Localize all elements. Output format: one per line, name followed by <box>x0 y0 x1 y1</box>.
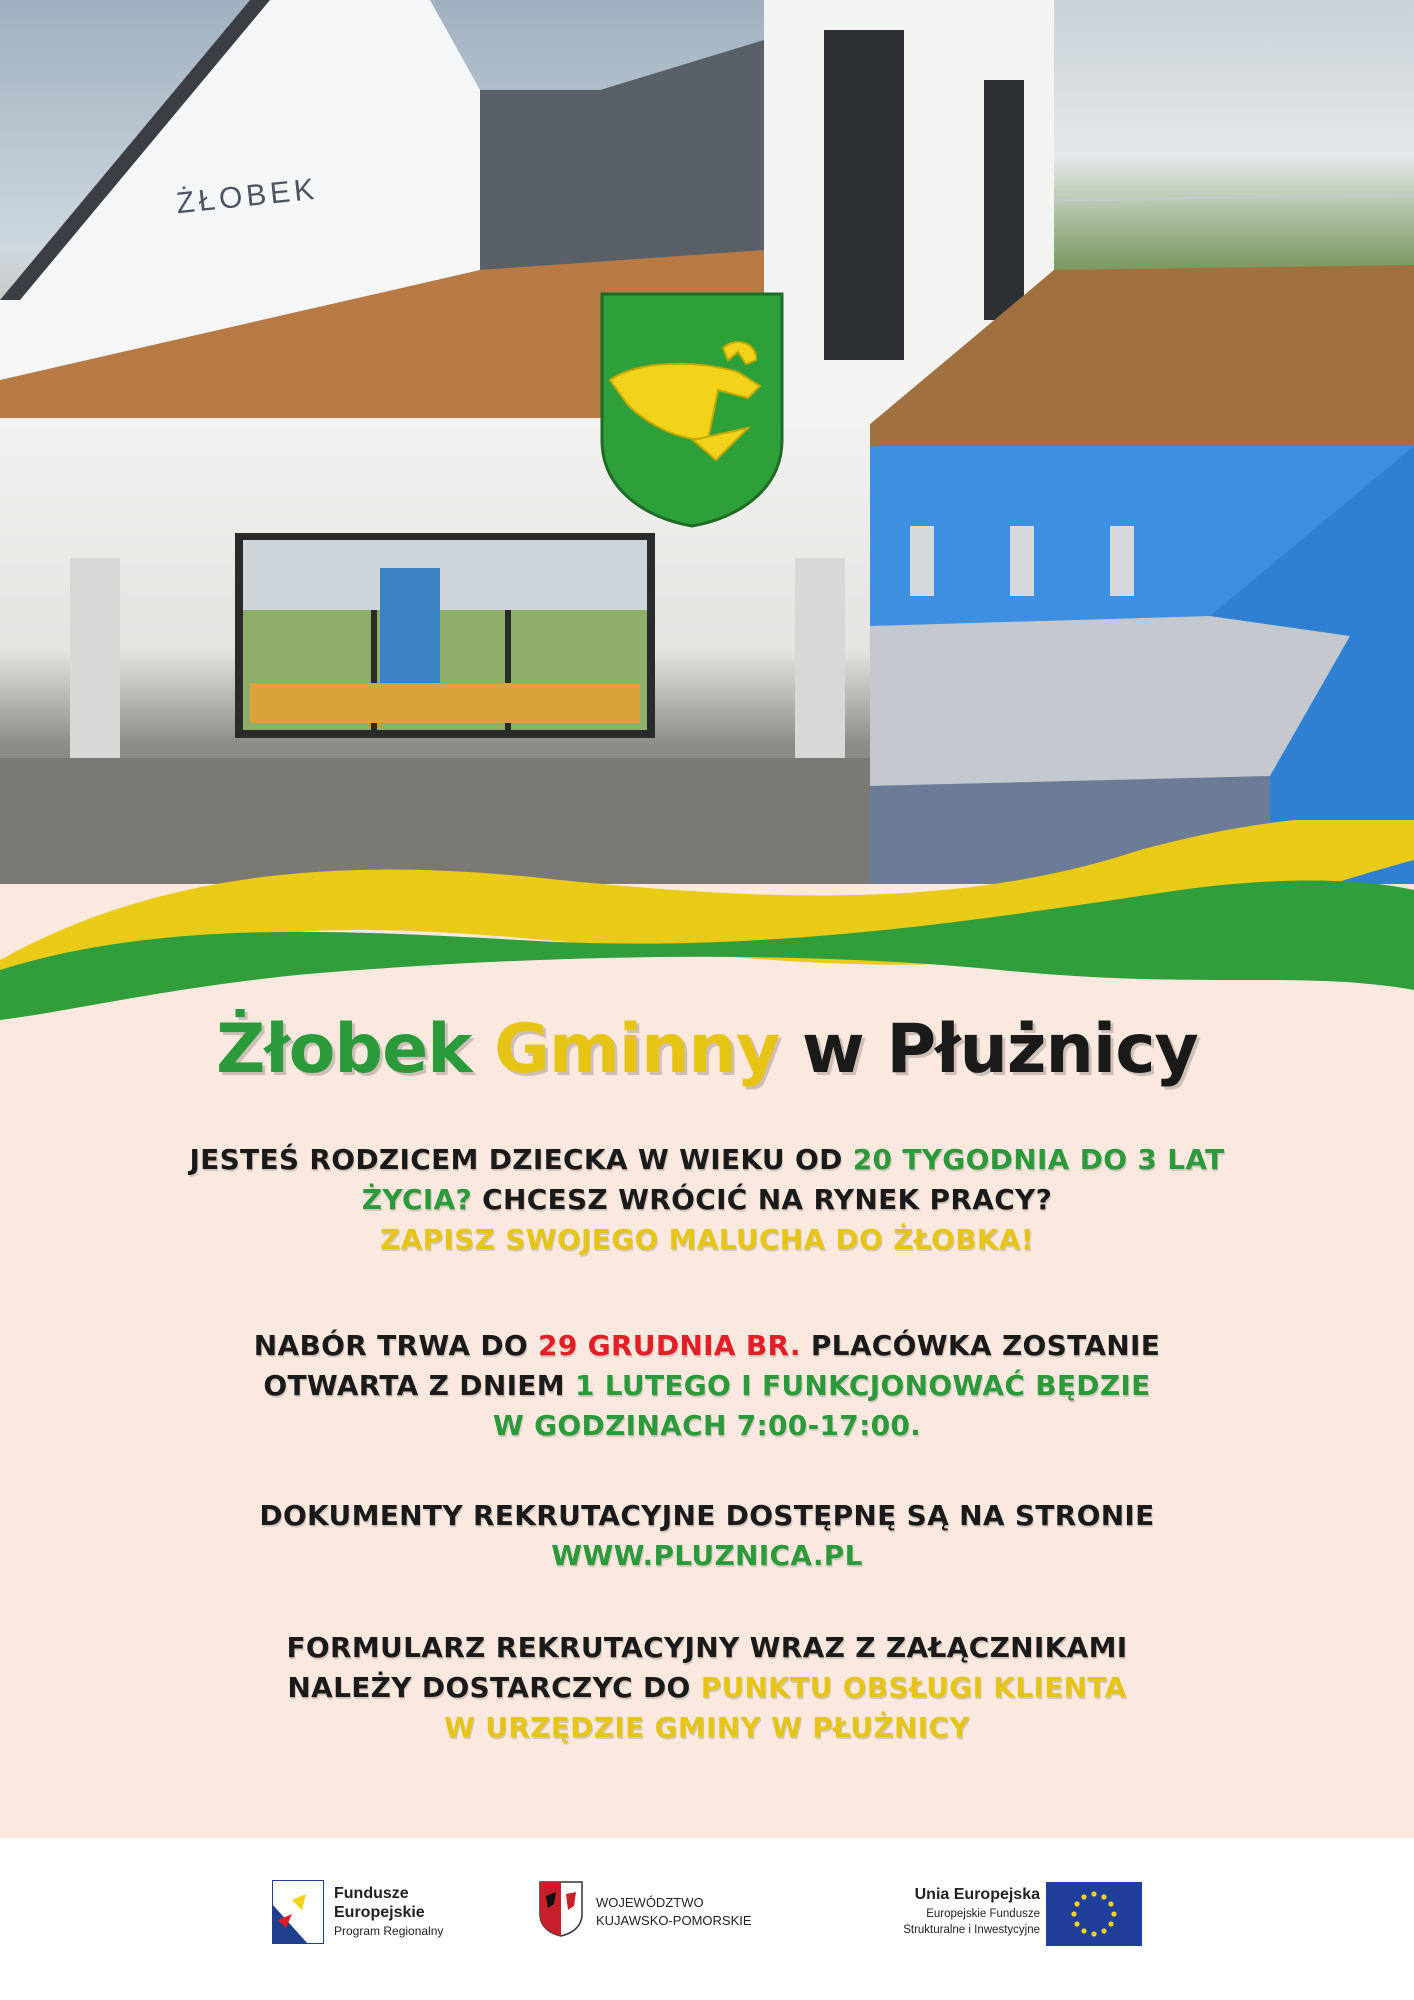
intro-line-1-text: JESTEŚ RODZICEM DZIECKA W WIEKU OD <box>189 1143 853 1176</box>
recruitment-line-1-text: NABÓR TRWA DO <box>253 1329 539 1362</box>
footer-logos <box>0 1838 1414 2000</box>
title-word-location: w Płużnicy <box>801 1010 1198 1089</box>
recruitment-line-1-tail: PLACÓWKA ZOSTANIE <box>800 1329 1161 1362</box>
form-line-2-text: NALEŻY DOSTARCZYC DO <box>287 1671 701 1704</box>
kujawsko-pomorskie-coat-icon <box>538 1880 584 1938</box>
recruitment-hours: W GODZINACH 7:00-17:00. <box>492 1409 922 1442</box>
fe-line-2: Europejskie <box>334 1904 425 1921</box>
form-line-2 <box>60 1668 1354 1708</box>
intro-call-to-action: ZAPISZ SWOJEGO MALUCHA DO ŻŁOBKA! <box>380 1223 1034 1256</box>
form-office-location: W URZĘDZIE GMINY W PŁUŻNICY <box>444 1711 970 1744</box>
ue-line-3: Strukturalne i Inwestycyjne <box>903 1924 1040 1936</box>
form-line-1: FORMULARZ REKRUTACYJNY WRAZ Z ZAŁĄCZNIKAMI <box>286 1631 1128 1664</box>
ue-line-2: Europejskie Fundusze <box>926 1908 1040 1920</box>
documents-paragraph <box>60 1496 1354 1576</box>
eu-flag-icon <box>1046 1882 1142 1946</box>
brush-stroke-band <box>0 820 1414 1020</box>
form-paragraph <box>60 1628 1354 1748</box>
recruitment-line-1 <box>60 1326 1354 1366</box>
intro-line-1 <box>60 1140 1354 1180</box>
bathroom-photo <box>870 446 1414 884</box>
intro-question: CHCESZ WRÓCIĆ NA RYNEK PRACY? <box>472 1183 1053 1216</box>
bathroom-shape <box>870 446 1414 884</box>
intro-line-2 <box>60 1180 1354 1220</box>
wojewodztwo-text <box>596 1894 752 1930</box>
woj-line-1: WOJEWÓDZTWO <box>596 1895 704 1910</box>
intro-life-word: ŻYCIA? <box>361 1183 473 1216</box>
title-word-gminny: Gminny <box>494 1010 780 1089</box>
intro-paragraph <box>60 1140 1354 1260</box>
recruitment-opening-date: 1 LUTEGO I FUNKCJONOWAĆ BĘDZIE <box>574 1369 1151 1402</box>
recruitment-paragraph <box>60 1326 1354 1446</box>
page-title <box>0 1010 1414 1089</box>
fundusze-europejskie-text <box>334 1884 443 1940</box>
municipality-crest-icon <box>598 290 786 530</box>
terrace-photo <box>764 0 1414 446</box>
recruitment-line-2-text: OTWARTA Z DNIEM <box>263 1369 575 1402</box>
intro-age-range: 20 TYGODNIA DO 3 LAT <box>852 1143 1225 1176</box>
unia-europejska-text <box>830 1884 1040 1938</box>
fe-line-3: Program Regionalny <box>334 1924 444 1938</box>
fe-line-1: Fundusze <box>334 1885 409 1902</box>
terrace-shape <box>764 0 1414 446</box>
website-link[interactable]: WWW.PLUZNICA.PL <box>551 1539 863 1572</box>
recruitment-deadline: 29 GRUDNIA BR. <box>538 1329 801 1362</box>
fundusze-europejskie-logo-icon <box>272 1880 324 1944</box>
woj-line-2: KUJAWSKO-POMORSKIE <box>596 1913 752 1928</box>
ue-line-1: Unia Europejska <box>914 1886 1040 1903</box>
documents-line-1: DOKUMENTY REKRUTACYJNE DOSTĘPNĘ SĄ NA STRONIE <box>259 1499 1155 1532</box>
recruitment-line-2 <box>60 1366 1354 1406</box>
building-sign-text: ŻŁOBEK <box>174 172 320 221</box>
form-service-point: PUNKTU OBSŁUGI KLIENTA <box>700 1671 1127 1704</box>
title-word-zlobek: Żłobek <box>216 1010 472 1089</box>
